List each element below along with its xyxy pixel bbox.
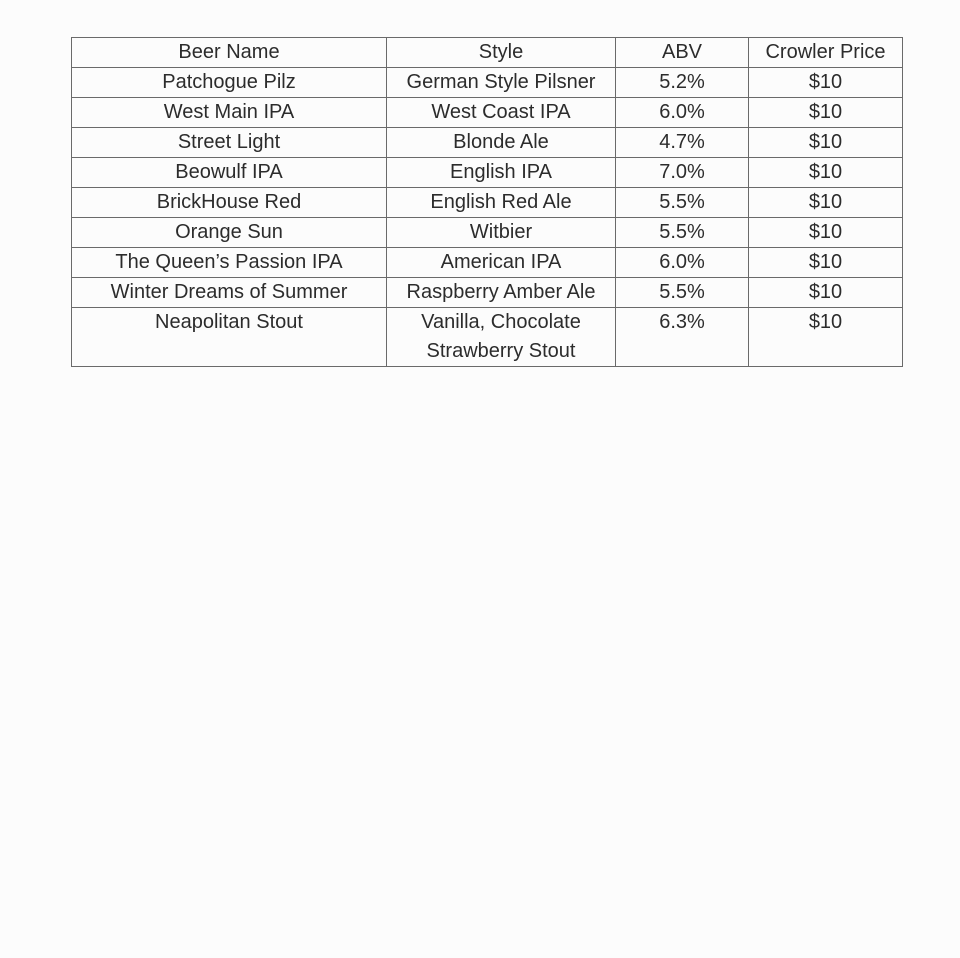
table-row (72, 158, 903, 188)
header-abv: ABV (616, 38, 749, 68)
style-cell (387, 158, 616, 188)
abv-cell: 5.5% (616, 218, 749, 248)
abv-cell: 5.2% (616, 68, 749, 98)
table-row (72, 98, 903, 128)
style-line: American IPA (440, 251, 562, 273)
crowler-price-cell: $10 (749, 248, 903, 278)
beer-table (71, 37, 903, 367)
beer-name-cell: Neapolitan Stout (72, 308, 387, 367)
table-row (72, 248, 903, 278)
header-beer-name: Beer Name (72, 38, 387, 68)
style-line: English Red Ale (430, 191, 572, 213)
table-row (72, 308, 903, 367)
beer-name-cell: Winter Dreams of Summer (72, 278, 387, 308)
style-cell (387, 128, 616, 158)
beer-name-cell: Beowulf IPA (72, 158, 387, 188)
table-body (72, 68, 903, 367)
table-row (72, 128, 903, 158)
abv-cell: 6.0% (616, 98, 749, 128)
header-row (72, 38, 903, 68)
style-cell (387, 278, 616, 308)
style-line: Blonde Ale (453, 131, 549, 153)
style-cell (387, 98, 616, 128)
style-line: German Style Pilsner (406, 71, 596, 93)
style-line: Strawberry Stout (426, 340, 576, 362)
crowler-price-cell: $10 (749, 308, 903, 367)
style-line: Vanilla, Chocolate (421, 311, 581, 333)
style-line: Witbier (469, 221, 533, 243)
table-row (72, 188, 903, 218)
style-cell (387, 218, 616, 248)
abv-cell: 5.5% (616, 278, 749, 308)
abv-cell: 5.5% (616, 188, 749, 218)
crowler-price-cell: $10 (749, 278, 903, 308)
crowler-price-cell: $10 (749, 68, 903, 98)
table-row (72, 68, 903, 98)
style-line: English IPA (450, 161, 552, 183)
abv-cell: 7.0% (616, 158, 749, 188)
beer-name-cell: West Main IPA (72, 98, 387, 128)
beer-name-cell: Patchogue Pilz (72, 68, 387, 98)
style-cell (387, 68, 616, 98)
crowler-price-cell: $10 (749, 128, 903, 158)
beer-name-cell: Street Light (72, 128, 387, 158)
crowler-price-cell: $10 (749, 98, 903, 128)
beer-name-cell: The Queen’s Passion IPA (72, 248, 387, 278)
header-crowler-price: Crowler Price (749, 38, 903, 68)
abv-cell: 6.3% (616, 308, 749, 367)
abv-cell: 4.7% (616, 128, 749, 158)
style-line: Raspberry Amber Ale (406, 281, 596, 303)
style-cell (387, 308, 616, 367)
style-cell (387, 248, 616, 278)
table-row (72, 218, 903, 248)
style-line: West Coast IPA (431, 101, 571, 123)
crowler-price-cell: $10 (749, 218, 903, 248)
crowler-price-cell: $10 (749, 158, 903, 188)
beer-name-cell: Orange Sun (72, 218, 387, 248)
table-header (72, 38, 903, 68)
beer-name-cell: BrickHouse Red (72, 188, 387, 218)
abv-cell: 6.0% (616, 248, 749, 278)
crowler-price-cell: $10 (749, 188, 903, 218)
style-cell (387, 188, 616, 218)
header-style: Style (387, 38, 616, 68)
table-row (72, 278, 903, 308)
